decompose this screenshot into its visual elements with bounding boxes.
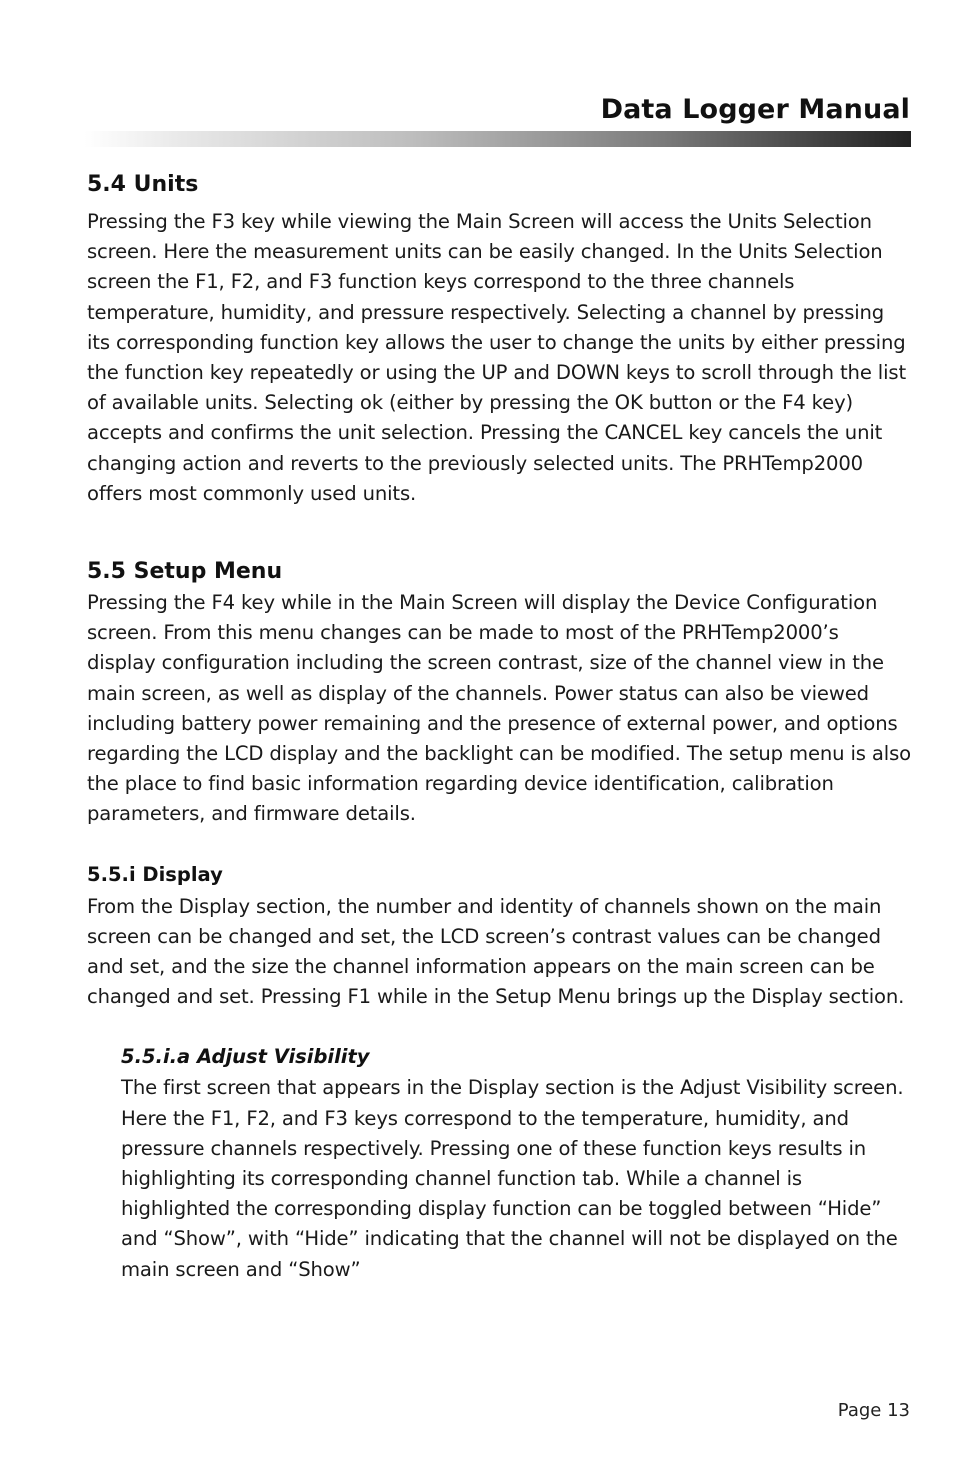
section-display bbox=[87, 861, 913, 1013]
page-content bbox=[87, 168, 913, 1285]
section-heading-units: 5.4 Units bbox=[87, 172, 199, 197]
section-body-units: Pressing the F3 key while viewing the Main Screen will access the Units Selection screen. Here the measurement units can be easily changed. In the Units Selection screen the F1, F2, and F3 function keys correspond to the three channels temperature, humidity, and pressure respectively. Selecting a channel by pressing its corresponding function key allows the user to change the units by either pressing the function key repeatedly or using the UP and DOWN keys to scroll through the list of available units. Selecting ok (either by pressing the OK button or the F4 key) accepts and confirms the unit selection. Pressing the CANCEL key cancels the unit changing action and reverts to the previously selected units. The PRHTemp2000 offers most commonly used units. bbox=[87, 210, 906, 505]
section-body-setup-menu: Pressing the F4 key while in the Main Screen will display the Device Configuration screen. From this menu changes can be made to most of the PRHTemp2000’s display configuration including the screen contrast, size of the channel view in the main screen, as well as display of the channels. Power status can also be viewed including battery power remaining and the presence of external power, and options regarding the LCD display and the backlight can be modified. The setup menu is also the place to find basic information regarding device identification, calibration parameters, and firmware details. bbox=[87, 591, 911, 826]
page-number: Page 13 bbox=[837, 1400, 910, 1421]
subsection-heading-display: 5.5.i Display bbox=[87, 862, 223, 886]
subsection-heading-adjust-visibility: 5.5.i.a Adjust Visibility bbox=[121, 1045, 370, 1069]
section-units bbox=[87, 168, 913, 509]
running-header-title: Data Logger Manual bbox=[600, 94, 910, 125]
section-setup-menu bbox=[87, 557, 913, 830]
subsection-body-display: From the Display section, the number and identity of channels shown on the main screen can be changed and set, the LCD screen’s contrast values can be changed and set, and the size the channel information appears on the main screen can be changed and set. Pressing F1 while in the Setup Menu brings up the Display section. bbox=[87, 894, 905, 1009]
header-gradient-rule bbox=[84, 131, 911, 147]
section-adjust-visibility bbox=[87, 1043, 913, 1284]
section-heading-setup-menu: 5.5 Setup Menu bbox=[87, 559, 283, 585]
subsection-body-adjust-visibility: The first screen that appears in the Display section is the Adjust Visibility screen. Here the F1, F2, and F3 keys correspond to the temperature, humidity, and pressure channels respectively. Pressing one of these function keys results in highlighting its corresponding channel function tab. While a channel is highlighted the corresponding display function can be toggled between “Hide” and “Show”, with “Hide” indicating that the channel will not be displayed on the main screen and “Show” bbox=[121, 1076, 904, 1281]
